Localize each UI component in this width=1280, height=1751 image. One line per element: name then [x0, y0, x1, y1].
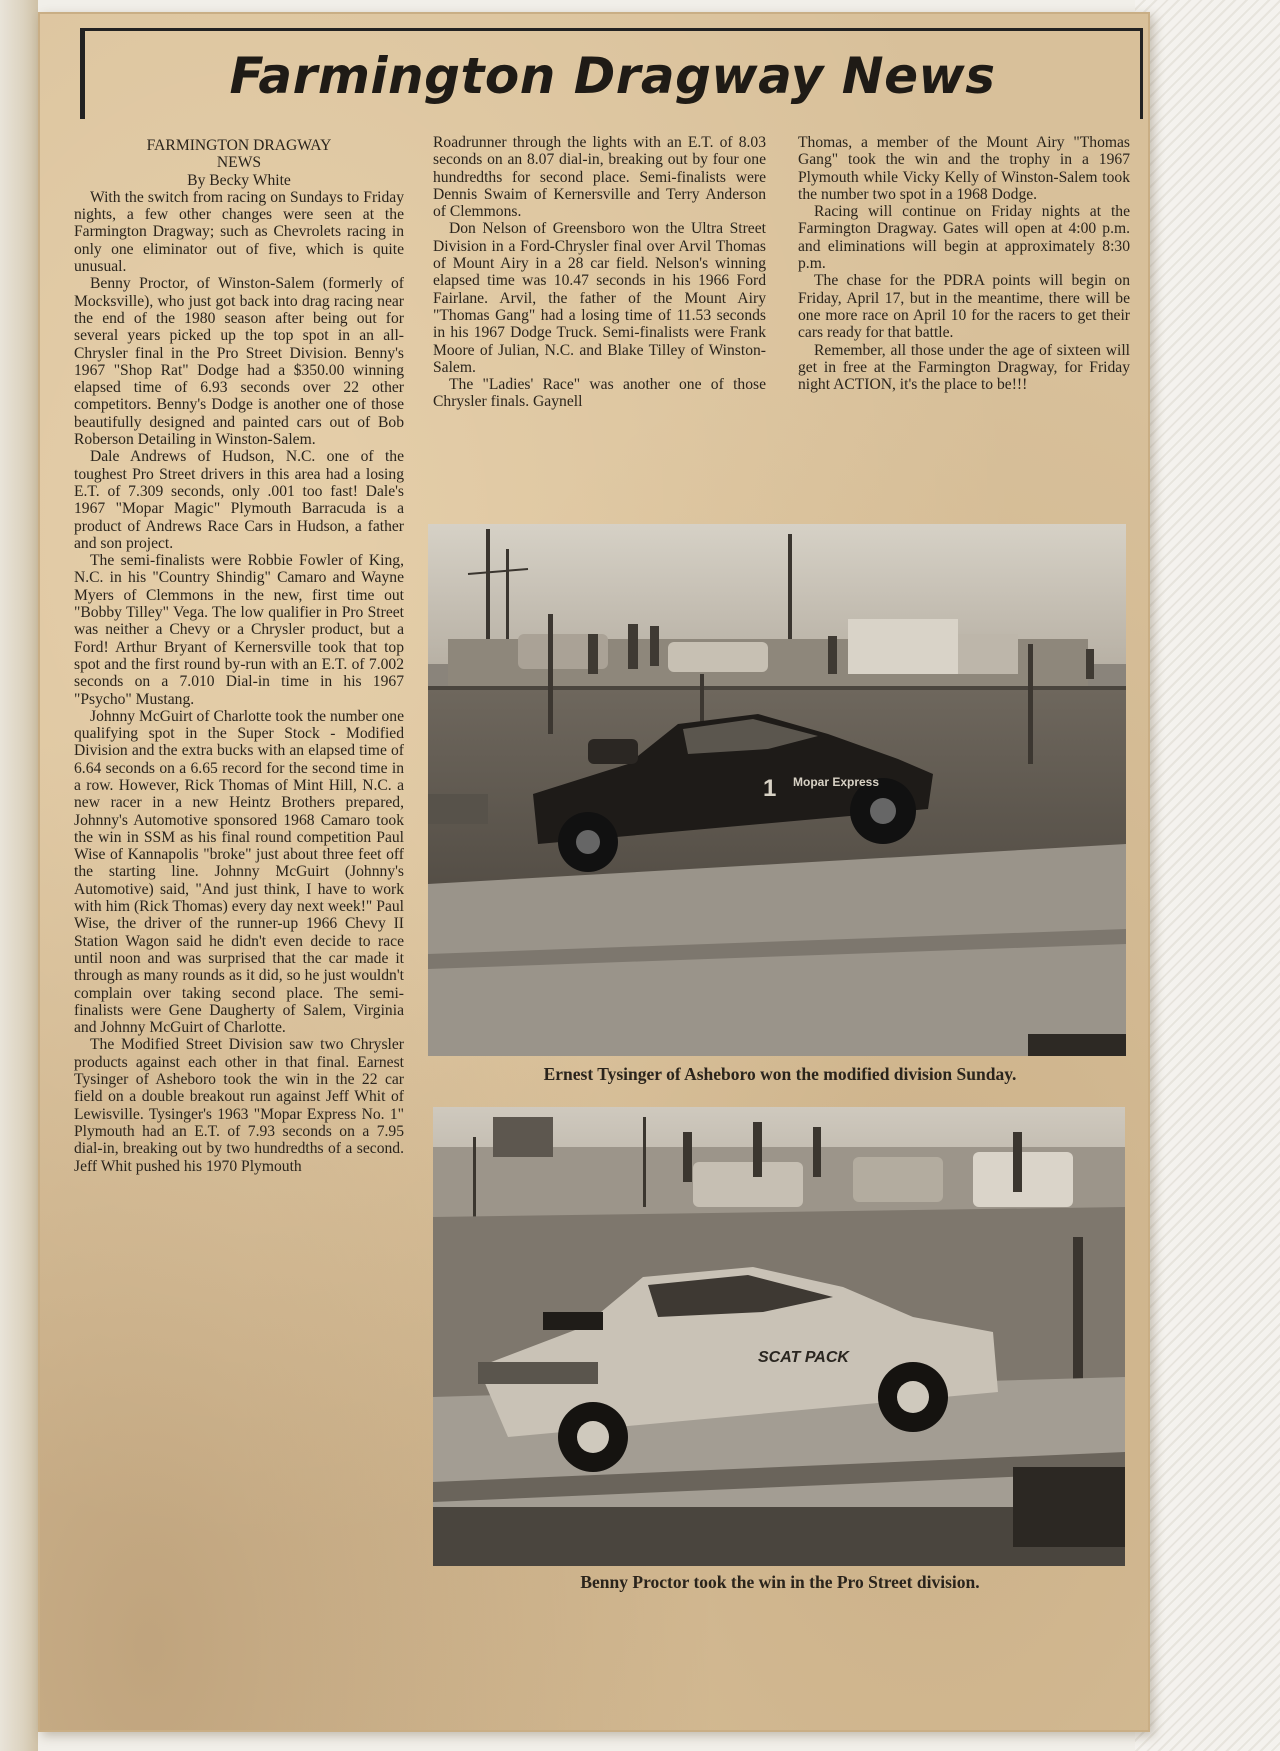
car-lettering: SCAT PACK [758, 1349, 849, 1366]
car-lettering: Mopar Express [793, 775, 880, 789]
article-byline: By Becky White [187, 171, 291, 189]
photo-caption: Ernest Tysinger of Asheboro won the modified division Sunday. [543, 1064, 1017, 1084]
paragraph: Don Nelson of Greensboro won the Ultra Street Division in a Ford-Chrysler final over Arvil Thomas of Mount Airy in a 28 car field. Nelson's winning elapsed time was 10.47 seconds in his 1966 Ford Fairlane. Arvil, the father of the Mount Airy "Thomas Gang" had a losing time of 11.53 seconds in his 1967 Dodge Truck. Semi-finalists were Frank Moore of Julian, N.C. and Blake Tilley of Winston-Salem. [433, 220, 766, 376]
car-number: 1 [763, 775, 777, 802]
photo-mopar-express [428, 524, 1126, 1056]
paragraph: Racing will continue on Friday nights at the Farmington Dragway. Gates will open at 4:00 p.m. and eliminations will begin at approximately 8:30 p.m. [798, 203, 1130, 273]
scan-background [1135, 0, 1280, 1751]
paragraph: The semi-finalists were Robbie Fowler of King, N.C. in his "Country Shindig" Camaro and Wayne Myers of Clemmons in the new, first time out "Bobby Tilley" Vega. The low qualifier in Pro Street was neither a Chevy or a Chrysler product, but a Ford! Arthur Bryant of Kernersville took that top spot and the first round by-run with an E.T. of 7.002 seconds on a 7.010 Dial-in time in his 1967 "Psycho" Mustang. [74, 552, 404, 708]
scan-left-edge [0, 0, 38, 1751]
page-title: Farmington Dragway News [229, 47, 996, 105]
article-column-3 [798, 134, 1130, 393]
paragraph: Benny Proctor, of Winston-Salem (formerly of Mocksville), who just got back into drag racing near the end of the 1980 season after being out for several years picked up the top spot in an all-Chrysler final in the Pro Street Division. Benny's 1967 "Shop Rat" Dodge had a $350.00 winning elapsed time of 6.93 seconds over 22 other competitors. Benny's Dodge is another one of those beautifully designed and painted cars out of Bob Roberson Detailing in Winston-Salem. [74, 275, 404, 449]
article-heading: FARMINGTON DRAGWAY [146, 137, 332, 154]
paragraph: With the switch from racing on Sundays to Friday nights, a few other changes were seen at the Farmington Dragway; such as Chevrolets racing in only one eliminator out of five, which is quite unusual. [74, 188, 404, 276]
photo-scat-pack [433, 1107, 1125, 1566]
article-heading-2: NEWS [216, 154, 262, 172]
paragraph: Thomas, a member of the Mount Airy "Thomas Gang" took the win and the trophy in a 1967 Plymouth while Vicky Kelly of Winston-Salem took the number two spot in a 1968 Dodge. [798, 134, 1130, 203]
photo-caption: Benny Proctor took the win in the Pro Street division. [580, 1572, 980, 1592]
paragraph: Remember, all those under the age of sixteen will get in free at the Farmington Dragway, for Friday night ACTION, it's the place to be!!! [798, 341, 1130, 394]
paragraph: Johnny McGuirt of Charlotte took the number one qualifying spot in the Super Stock - Modified Division and the extra bucks with an elapsed time of 6.64 seconds on a 6.65 record for the second time in a row. However, Rick Thomas of Mint Hill, N.C. a new racer in a new Heintz Brothers prepared, Johnny's Automotive sponsored 1968 Camaro took the win in SSM as his final round competition Paul Wise of Kannapolis "broke" just about three feet off the starting line. Johnny McGuirt (Johnny's Automotive) said, "And just think, I have to work with him (Rick Thomas) every day next week!" Paul Wise, the driver of the runner-up 1966 Chevy II Station Wagon said he didn't even decide to race until noon and was surprised that the car made it through as many rounds as it did, so he just wouldn't complain over taking second place. The semi-finalists were Gene Daugherty of Salem, Virginia and Johnny McGuirt of Charlotte. [74, 707, 404, 1037]
paragraph: Roadrunner through the lights with an E.T. of 8.03 seconds on an 8.07 dial-in, breaking out by four one hundredths for second place. Semi-finalists were Dennis Swaim of Kernersville and Terry Anderson of Clemmons. [433, 134, 766, 221]
masthead [80, 28, 1143, 119]
paragraph: The chase for the PDRA points will begin on Friday, April 17, but in the meantime, there will be one more race on April 10 for the racers to get their cars ready for that battle. [798, 272, 1130, 342]
article-column-2 [433, 134, 766, 411]
paragraph: The Modified Street Division saw two Chrysler products against each other in that final. Earnest Tysinger of Asheboro took the win in the 22 car field on a double breakout run against Jeff Whit of Lewisville. Tysinger's 1963 "Mopar Express No. 1" Plymouth had an E.T. of 7.93 seconds on a 7.95 dial-in, breaking out by two hundredths of a second. Jeff Whit pushed his 1970 Plymouth [74, 1036, 404, 1175]
article-column-1 [74, 137, 404, 1175]
paragraph: The "Ladies' Race" was another one of those Chrysler finals. Gaynell [433, 376, 766, 411]
paragraph: Dale Andrews of Hudson, N.C. one of the toughest Pro Street drivers in this area had a losing E.T. of 7.309 seconds, only .001 too fast! Dale's 1967 "Mopar Magic" Plymouth Barracuda is a product of Andrews Race Cars in Hudson, a father and son project. [74, 448, 404, 552]
